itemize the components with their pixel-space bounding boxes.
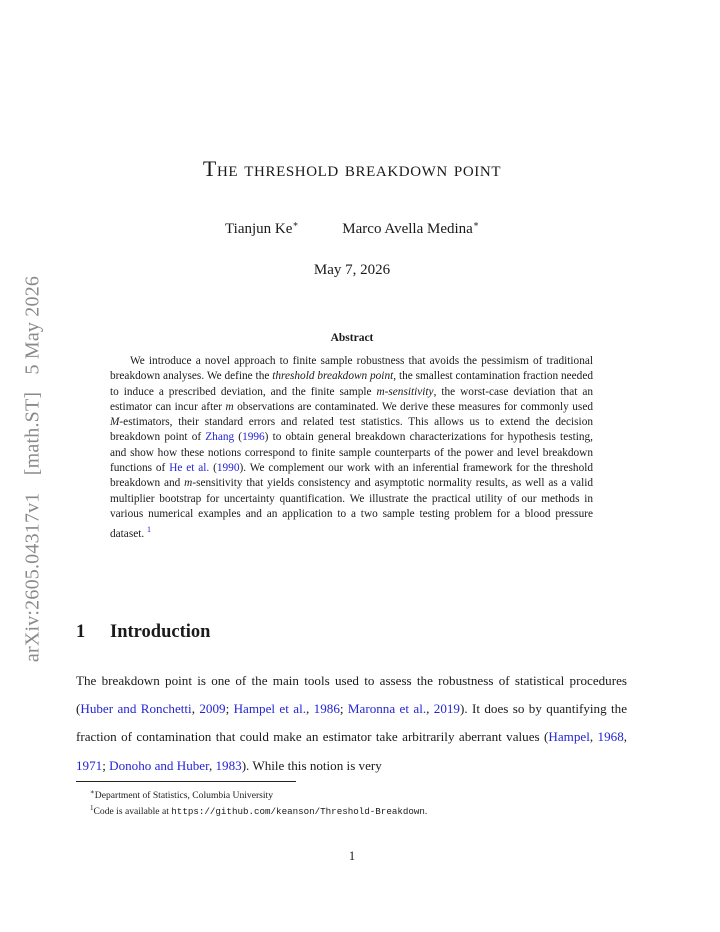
footnote-link[interactable]: 1 [147, 525, 152, 535]
paper-date: May 7, 2026 [313, 262, 391, 278]
footnote-affiliation: ∗Department of Statistics, Columbia University [90, 788, 274, 802]
abstract-heading: Abstract [330, 332, 374, 344]
citation-link[interactable]: Hampel et al. [233, 701, 306, 717]
arxiv-id: arXiv:2605.04317v1 [21, 492, 44, 663]
section-heading: 1 Introduction [76, 622, 211, 642]
author-2: Marco Avella Medina∗ [342, 219, 479, 237]
arxiv-category: [math.ST] [21, 391, 44, 476]
arxiv-stamp [22, 270, 45, 668]
citation-year-link[interactable]: 1990 [216, 462, 240, 475]
paper-title: The threshold breakdown point [202, 156, 502, 181]
citation-link[interactable]: He et al. [169, 462, 210, 475]
citation-link[interactable]: Maronna et al. [347, 701, 427, 717]
citation-year-link[interactable]: 2009 [199, 701, 226, 717]
citation-link[interactable]: Zhang [205, 431, 235, 444]
citation-year-link[interactable]: 1971 [76, 757, 103, 773]
footnote-divider [76, 781, 296, 782]
abstract-text: We introduce a novel approach to finite sample robustness that avoids the pessimism of traditional breakdown analyses. We define the threshold breakdown point, the smallest contamination fraction needed to induce a prescribed deviation, and the finite sample m-sensitivity, the worst-case deviation that an estimator can incur after m observations are contaminated. We derive these measures for commonly used M-estimators, their standard errors and related test statistics. This allows us to extend the decision breakdown point of Zhang (1996) to obtain general breakdown characterizations for hypothesis testing, and show how these notions correspond to finite sample counterparts of the power and level breakdown functions of He et al. (1990). We complement our work with an inferential framework for the threshold breakdown and m-sensitivity that yields consistency and asymptotic normality results, as well as a valid multiplier bootstrap for uncertainty quantification. We illustrate the practical utility of our methods in various numerical examples and an application to a two sample testing problem for a blood pressure dataset. $^1$ [110, 355, 594, 541]
citation-link[interactable]: Donoho and Huber [109, 757, 209, 773]
citation-year-link[interactable]: 1983 [215, 757, 242, 773]
code-url[interactable]: https://github.com/keanson/Threshold-Breakdown [171, 806, 425, 818]
intro-paragraph: The breakdown point is one of the main tools used to assess the robustness of statistical procedures (Huber and Ronchetti, 2009; Hampel et al., 1986; Maronna et al., 2019). It does so by quantifying the fraction of contamination that could make an estimator take arbitrarily aberrant values (Hampel, 1968, 1971; Donoho and Huber, 1983). While this notion is very [76, 673, 628, 773]
footnote-code: $^1$Code is available at https://github.com/keanson/Threshold-Breakdown. [90, 804, 428, 818]
citation-year-link[interactable]: 1996 [242, 431, 265, 444]
citation-year-link[interactable]: 1986 [313, 701, 340, 717]
arxiv-date: 5 May 2026 [21, 275, 44, 375]
page-number: 1 [348, 849, 356, 863]
author-list [0, 219, 704, 238]
citation-year-link[interactable]: 2019 [433, 701, 460, 717]
citation-link[interactable]: Hampel [548, 729, 590, 745]
author-1: Tianjun Ke∗ [225, 219, 299, 237]
citation-link[interactable]: Huber and Ronchetti [80, 701, 192, 717]
citation-year-link[interactable]: 1968 [597, 729, 624, 745]
